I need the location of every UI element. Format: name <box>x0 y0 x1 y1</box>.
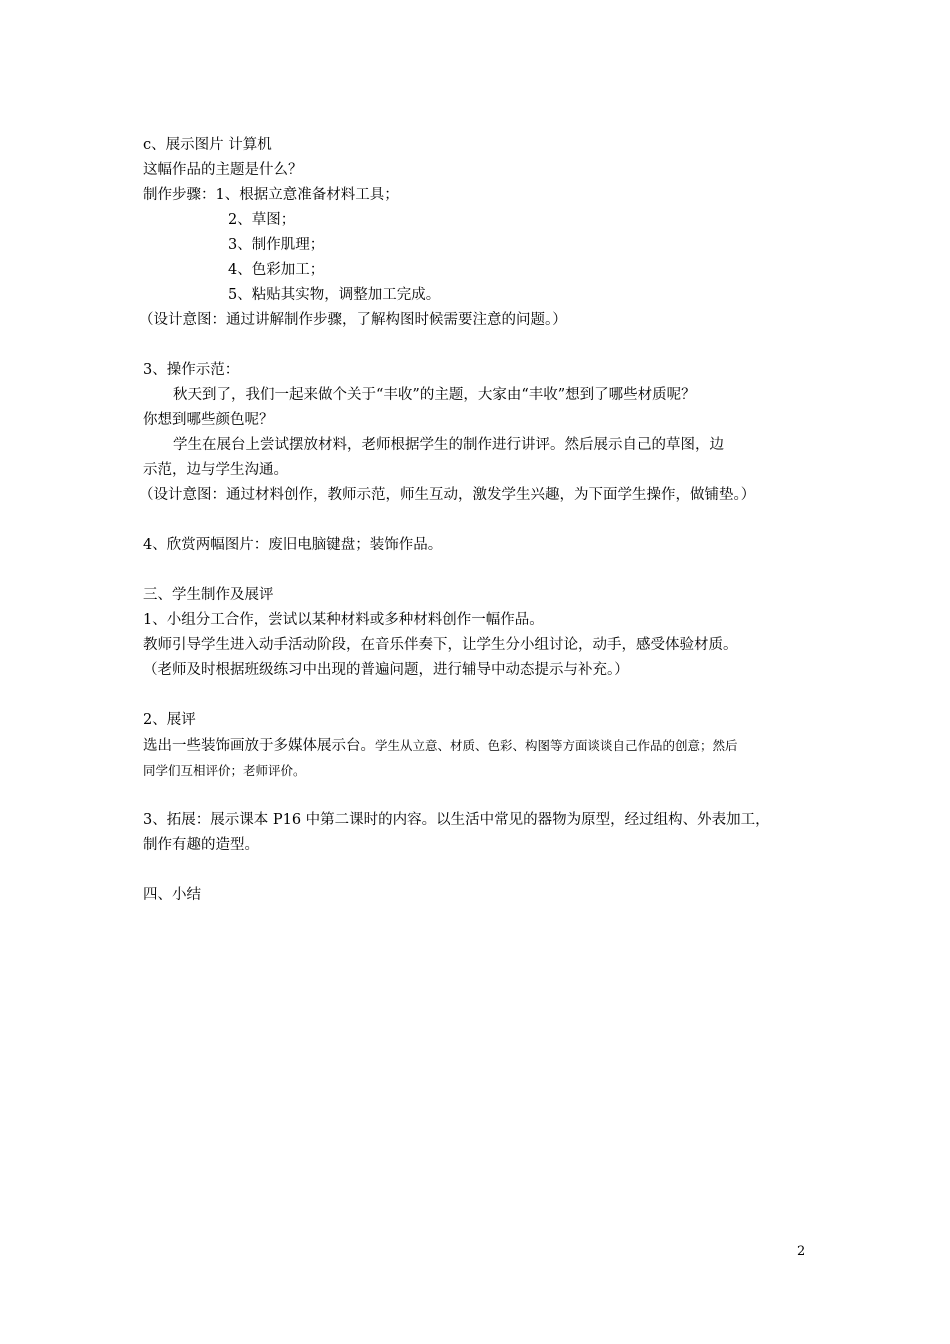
text-line: 制作有趣的造型。 <box>143 837 259 853</box>
text-line: 同学们互相评价；老师评价。 <box>143 763 306 778</box>
step-line: 5、粘贴其实物，调整加工完成。 <box>228 287 441 303</box>
paragraph-gap <box>143 783 863 808</box>
text-line: 秋天到了，我们一起来做个关于“丰收”的主题，大家由“丰收”想到了哪些材质呢？ <box>173 387 696 403</box>
text-line: 制作步骤：1、根据立意准备材料工具； <box>143 187 399 203</box>
design-intent-note: （设计意图：通过材料创作，教师示范，师生互动，激发学生兴趣，为下面学生操作，做铺垫。） <box>139 487 756 503</box>
section-heading: 2、展评 <box>143 712 196 728</box>
section-heading: 3、操作示范： <box>143 362 240 378</box>
paragraph-gap <box>143 858 863 883</box>
text-line: 这幅作品的主题是什么？ <box>143 162 303 178</box>
text-line: 示范，边与学生沟通。 <box>143 462 288 478</box>
design-intent-note: （设计意图：通过讲解制作步骤，了解构图时候需要注意的问题。） <box>139 312 567 328</box>
text-segment-small: 学生从立意、材质、色彩、构图等方面谈谈自己作品的创意；然后 <box>375 738 738 753</box>
text-segment: 选出一些装饰画放于多媒体展示台。 <box>143 738 375 754</box>
step-line: 4、色彩加工； <box>228 262 325 278</box>
section-heading: 3、拓展：展示课本 P16 中第二课时的内容。以生活中常见的器物为原型，经过组构、外表加工， <box>143 812 770 828</box>
section-heading: 4、欣赏两幅图片：废旧电脑键盘；装饰作品。 <box>143 537 443 553</box>
paragraph-gap <box>143 683 863 708</box>
text-line: c、展示图片 计算机 <box>143 137 272 153</box>
paragraph-gap <box>143 508 863 533</box>
text-line: 你想到哪些颜色呢？ <box>143 412 274 428</box>
text-line: 学生在展台上尝试摆放材料，老师根据学生的制作进行讲评。然后展示自己的草图，边 <box>173 437 724 453</box>
step-line: 2、草图； <box>228 212 296 228</box>
text-line: 教师引导学生进入动手活动阶段，在音乐伴奏下，让学生分小组讨论，动手，感受体验材质。 <box>143 637 738 653</box>
text-line <box>143 733 863 758</box>
document-body <box>139 133 863 908</box>
paragraph-gap <box>143 558 863 583</box>
page-number: 2 <box>797 1244 806 1259</box>
design-intent-note: （老师及时根据班级练习中出现的普遍问题，进行辅导中动态提示与补充。） <box>143 662 629 678</box>
section-heading: 三、学生制作及展评 <box>143 587 274 603</box>
text-line: 1、小组分工合作，尝试以某种材料或多种材料创作一幅作品。 <box>143 612 544 628</box>
step-line: 3、制作肌理； <box>228 237 325 253</box>
paragraph-gap <box>143 333 863 358</box>
section-heading: 四、小结 <box>143 887 201 903</box>
